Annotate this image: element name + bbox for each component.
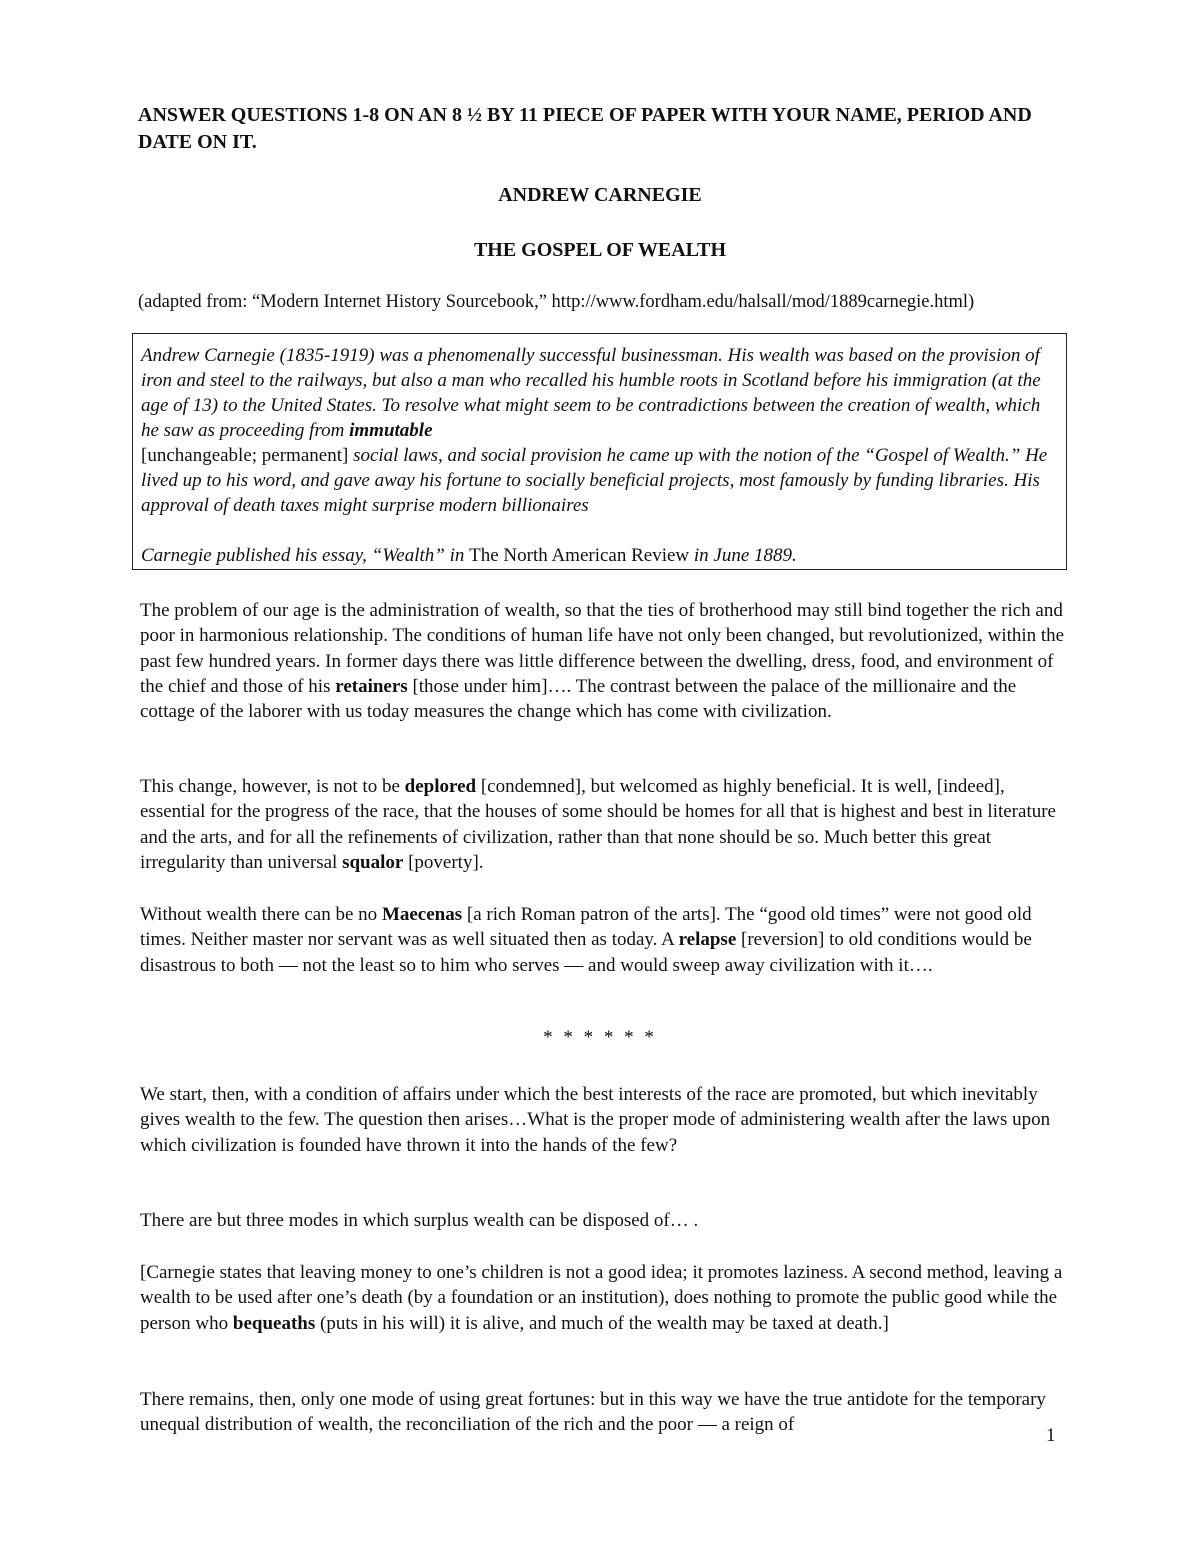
paragraph-3-text-a: Without wealth there can be no (140, 904, 382, 925)
paragraph-6-text-b: (puts in his will) it is alive, and much of the wealth may be taxed at death.] (315, 1312, 889, 1334)
paragraph-2 (140, 774, 1065, 875)
term-deplored: deplored (404, 776, 477, 797)
publication-text-1: Carnegie published his essay, “Wealth” in (141, 545, 470, 566)
paragraph-2-text-b: [condemned], but welcomed as highly beneficial. It is well, [indeed], essential for the progress of the race, that the houses of some should be homes for all that is highest and best in literature and the arts, and for all the refinements of civilization, rather than that none should be so. Much better this great irregularity than universal (140, 776, 1056, 873)
term-squalor: squalor (342, 851, 404, 873)
document-title: ANDREW CARNEGIE (498, 184, 702, 206)
paragraph-1-text-b: [those under him]…. The contrast between the palace of the millionaire and the cottage of the laborer with us today measures the change which has come with civilization. (140, 675, 1017, 723)
paragraph-4: We start, then, with a condition of affairs under which the best interests of the race are promoted, but which inevitably gives wealth to the few. The question then arises…What is the proper mode of administering wealth after the laws upon which civilization is founded have thrown it into the hands of the few? (140, 1084, 1051, 1156)
term-maecenas: Maecenas (381, 904, 463, 925)
intro-text-2: social laws, and social provision he came up with the notion of the “Gospel of Wealth.” He lived up to his word, and gave away his fortune to socially beneficial projects, most famously by funding libraries. His approval of death taxes might surprise modern billionaires (141, 445, 1048, 516)
intro-text-1: Andrew Carnegie (1835-1919) was a phenomenally successful businessman. His wealth was based on the provision of iron and steel to the railways, but also a man who recalled his humble roots in Scotland before his immigration (at the age of 13) to the United States. To resolve what might seem to be contradictions between the creation of wealth, which he saw as proceeding from (141, 345, 1041, 441)
paragraph-2-text-c: [poverty]. (403, 851, 484, 873)
paragraph-2-text-a: This change, however, is not to be (140, 776, 405, 797)
paragraph-1 (140, 598, 1065, 724)
paragraph-6-text-a: [Carnegie states that leaving money to one’s children is not a good idea; it promotes laziness. A second method, leaving a wealth to be used after one’s death (by a foundation or an institution), does nothing to promote the public good while the person who (140, 1262, 1063, 1334)
instructions-heading: ANSWER QUESTIONS 1-8 ON AN 8 ½ BY 11 PIECE OF PAPER WITH YOUR NAME, PERIOD AND DATE ON IT. (138, 104, 1032, 153)
paragraph-3 (140, 902, 1065, 978)
paragraph-3-text-c: [reversion] to old conditions would be disastrous to both — not the least so to him who serves — and would sweep away civilization with it…. (140, 929, 1032, 976)
intro-term-immutable: immutable (349, 420, 433, 441)
term-bequeaths: bequeaths (232, 1312, 316, 1334)
term-relapse: relapse (678, 929, 737, 951)
intro-paragraph (141, 343, 1060, 518)
section-divider: * * * * * * (543, 1027, 657, 1048)
paragraph-5: There are but three modes in which surplus wealth can be disposed of… . (140, 1210, 699, 1231)
paragraph-3-text-b: [a rich Roman patron of the arts]. The “good old times” were not good old times. Neither master nor servant was as well situated then as today. A (140, 904, 1032, 951)
paragraph-7: There remains, then, only one mode of using great fortunes: but in this way we have the true antidote for the temporary unequal distribution of wealth, the reconciliation of the rich and the poor — a reign of (140, 1389, 1046, 1436)
source-citation: (adapted from: “Modern Internet History Sourcebook,” http://www.fordham.edu/halsall/mod/1889carnegie.html) (138, 292, 975, 312)
publication-text-2: in June 1889. (689, 545, 797, 566)
document-subtitle: THE GOSPEL OF WEALTH (473, 239, 727, 261)
paragraph-1-text-a: The problem of our age is the administration of wealth, so that the ties of brotherhood may still bind together the rich and poor in harmonious relationship. The conditions of human life have not only been changed, but revolutionized, within the past few hundred years. In former days there was little difference between the dwelling, dress, food, and environment of the chief and those of his (140, 600, 1065, 697)
publication-note (141, 543, 1060, 568)
term-retainers: retainers (335, 675, 408, 697)
intro-gloss-immutable: [unchangeable; permanent] (141, 445, 349, 466)
page-number: 1 (1046, 1425, 1056, 1446)
intro-box (132, 333, 1067, 570)
publication-journal: The North American Review (469, 545, 690, 566)
paragraph-6 (140, 1260, 1065, 1336)
